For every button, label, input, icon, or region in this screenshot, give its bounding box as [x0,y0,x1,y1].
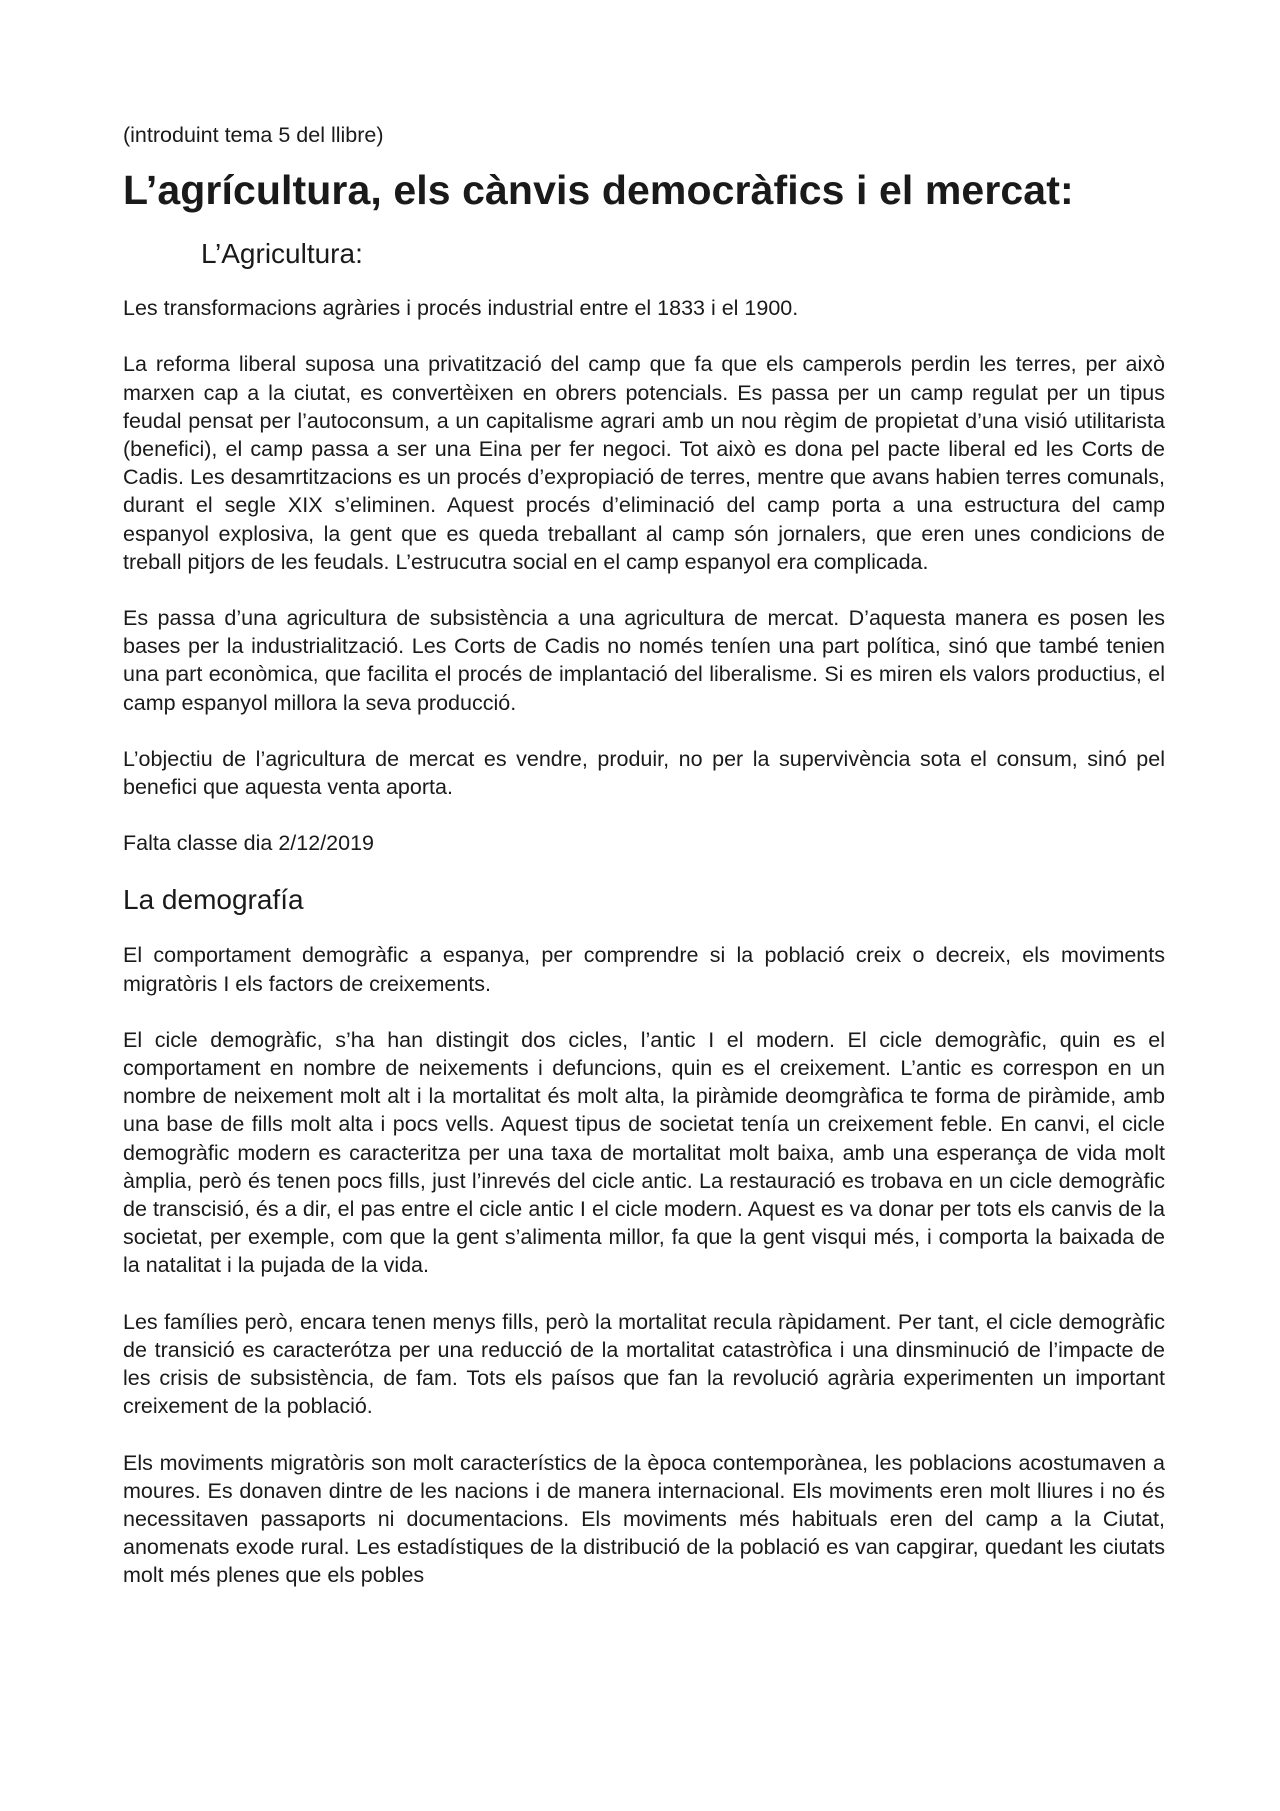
pre-note: (introduint tema 5 del llibre) [123,123,384,147]
demography-heading: La demografía [123,884,304,916]
demography-paragraph: El comportament demogràfic a espanya, per comprendre si la població creix o decreix, els moviments migratòris I els factors de creixements. [123,943,1165,996]
demography-paragraph: Les famílies però, encara tenen menys fills, però la mortalitat recula ràpidament. Per tant, el cicle demogràfic de transició es caracterótza per una reducció de la mortalitat catastròfica i una dinsminució de l’impacte de les crisis de subsistència, de fam. Tots els paísos que fan la revolució agrària experimenten un important creixement de la població. [123,1309,1165,1419]
agriculture-paragraph: Les transformacions agràries i procés industrial entre el 1833 i el 1900. [123,296,799,321]
demography-paragraph: Els moviments migratòris son molt característics de la època contemporànea, les poblacions acostumaven a moures. Es donaven dintre de les nacions i de manera internacional. Els moviments eren molt lliures i no és necessitaven passaports ni documentacions. Els moviments més habituals eren del camp a la Ciutat, anomenats exode rural. Les estadístiques de la distribució de la població es van capgirar, quedant les ciutats molt més plenes que els pobles [123,1450,1165,1588]
agriculture-paragraph: La reforma liberal suposa una privatització del camp que fa que els camperols perdin les terres, per això marxen cap a la ciutat, es convertèixen en obrers potencials. Es passa per un camp regulat per un tipus feudal pensat per l’autoconsum, a un capitalisme agrari amb un nou règim de propietat d’una visió utilitarista (benefici), el camp passa a ser una Eina per fer negoci. Tot això es dona pel pacte liberal ed les Corts de Cadis. Les desamrtitzacions es un procés d’expropiació de terres, mentre que avans habien terres comunals, durant el segle XIX s’eliminen. Aquest procés d’eliminació del camp porta a una estructura del camp espanyol explosiva, la gent que es queda treballant al camp són jornalers, que eren unes condicions de treball pitjors de les feudals. L’estrucutra social en el camp espanyol era complicada. [123,352,1165,574]
agriculture-paragraph: L’objectiu de l’agricultura de mercat es vendre, produir, no per la supervivència sota el consum, sinó pel benefici que aquesta venta aporta. [123,746,1165,800]
agriculture-paragraph: Es passa d’una agricultura de subsistència a una agricultura de mercat. D’aquesta manera es posen les bases per la industrialització. Les Corts de Cadis no només teníen una part política, sinó que també tenien una part econòmica, que facilita el procés de implantació del liberalisme. Si es miren els valors productius, el camp espanyol millora la seva producció. [123,606,1165,715]
missed-class-note: Falta classe dia 2/12/2019 [123,831,374,856]
agriculture-subtitle: L’Agricultura: [201,238,363,270]
document-title: L’agrícultura, els cànvis democràfics i el mercat: [123,167,1074,214]
demography-paragraph: El cicle demogràfic, s’ha han distingit dos cicles, l’antic I el modern. El cicle demogràfic, quin es el comportament en nombre de neixements i defuncions, quin es el creixement. L’antic es correspon en un nombre de neixement molt alt i la mortalitat és molt alta, la piràmide deomgràfica te forma de piràmide, amb una base de fills molt alta i pocs vells. Aquest tipus de societat tenía un creixement feble. En canvi, el cicle demogràfic modern es caracteritza per una taxa de mortalitat molt baixa, amb una esperança de vida molt àmplia, però és tenen pocs fills, just l’inrevés del cicle antic. La restauració es trobava en un cicle demogràfic de transcisió, és a dir, el pas entre el cicle antic I el cicle modern. Aquest es va donar per tots els canvis de la societat, per exemple, com que la gent s’alimenta millor, fa que la gent visqui més, i comporta la baixada de la natalitat i la pujada de la vida. [123,1027,1165,1278]
